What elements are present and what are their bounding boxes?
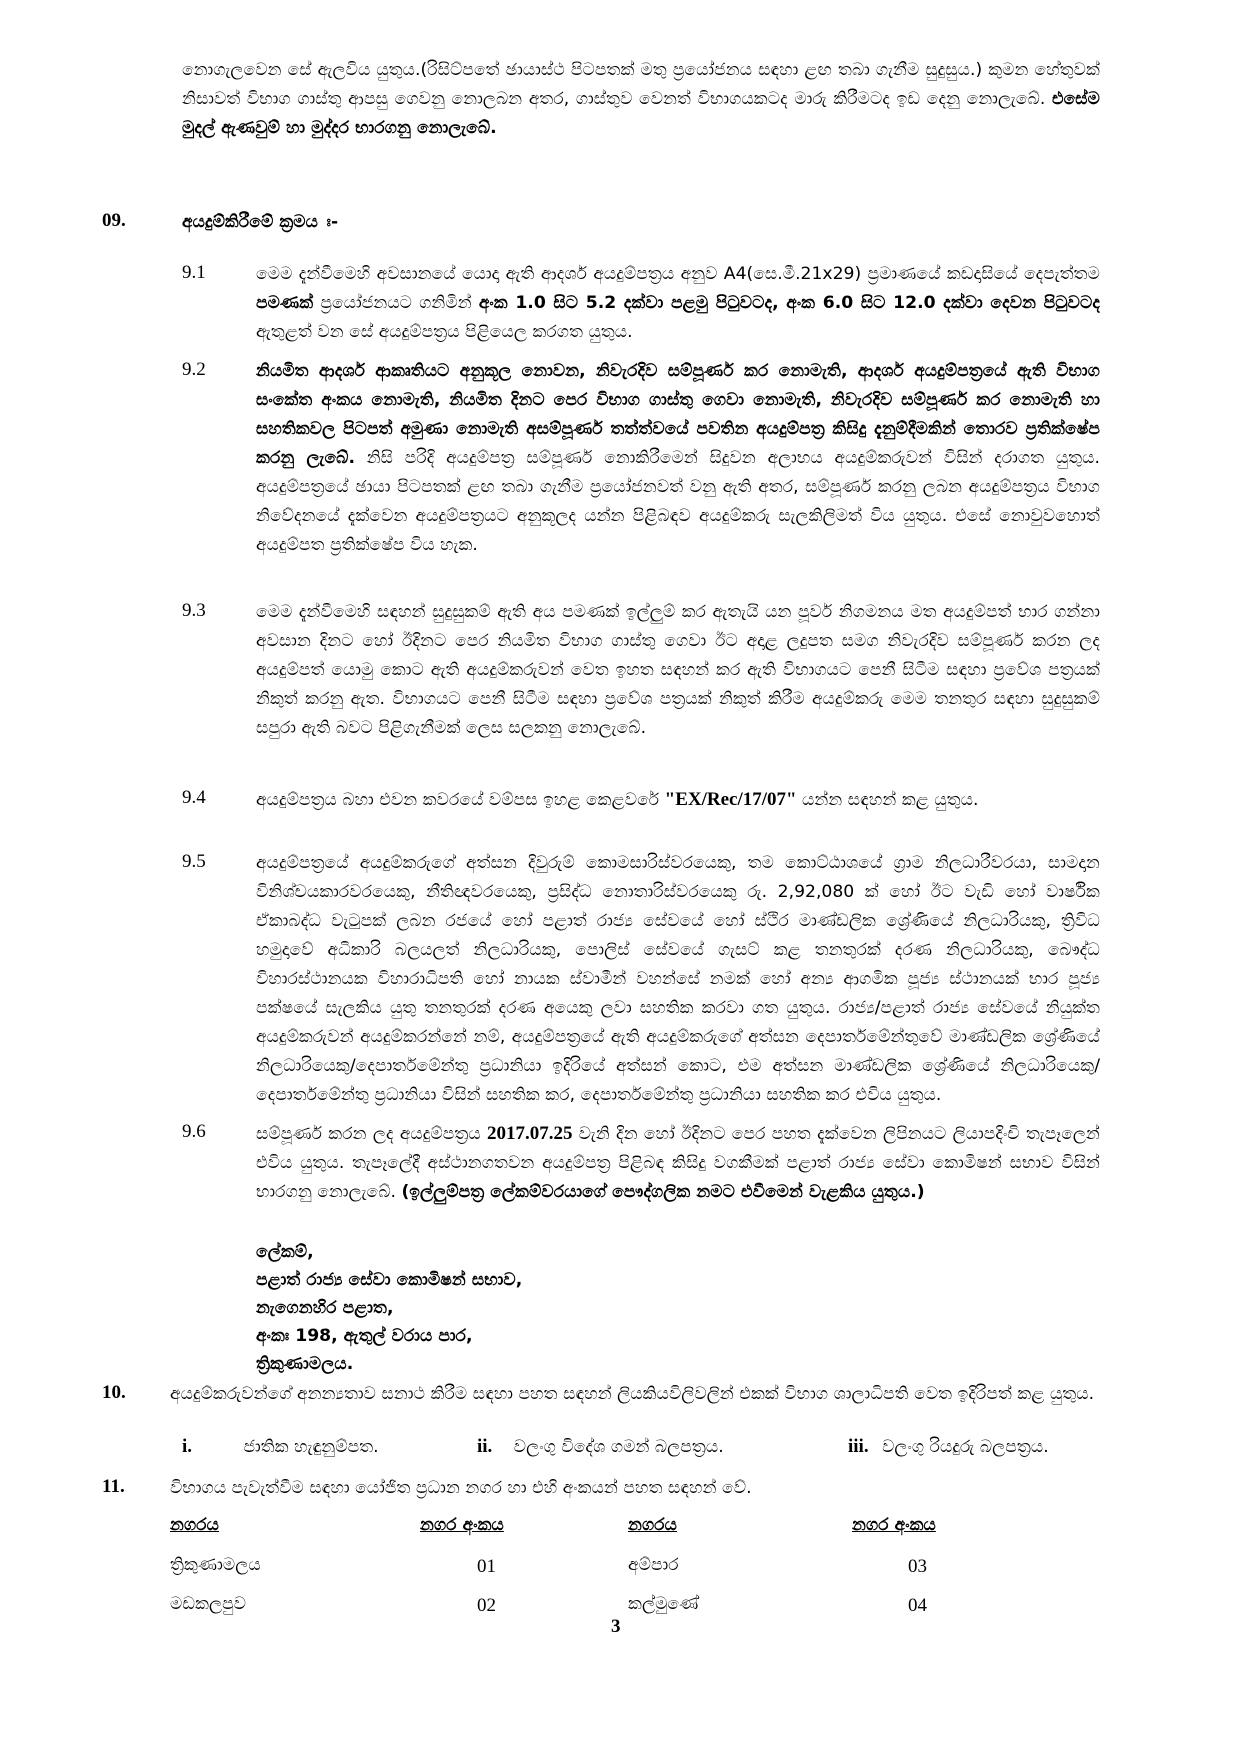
table-header-number-2: නගර අංකය: [852, 1515, 936, 1535]
intro-paragraph: නොගැලවෙන සේ ඇලවිය යුතුය.(රිසිට්පතේ ඡායාස්ථ පිටපතක් මතු ප්‍රයෝජනය සඳහා ළඟ තබා ගැනීම සුදුසුය.) කුමන හේතුවක් නිසාවත් විභාග ගාස්තු ආපසු ගෙවනු නොලබන අතර, ගාස්තුව වෙනත් විභාගයකටද මාරු කිරීමටද ඉඩ දෙනු නොලැබේ. එසේම මුදල් ඇණවුම් හා මුද්දර භාරගනු නොලැබේ.: [182, 60, 1100, 138]
section-10-text: අයදුම්කරුවන්ගේ අනන්‍යතාව සනාථ කිරීම සඳහා පහත සඳහන් ලියකියවිලිවලින් එකක් විභාග ශාලාධිපති වෙත ඉදිරිපත් කළ යුතුය.: [170, 1384, 1095, 1404]
address-line: පළාත් රාජ්‍ය සේවා කොමිෂන් සභාව,: [256, 1270, 523, 1290]
item-9-5-number: 9.5: [182, 851, 206, 872]
intro-bold-note: එසේම මුදල් ඇණවුම් හා මුද්දර භාරගනු නොලැබේ.: [182, 89, 1100, 138]
address-line: ත්‍රිකුණාමලය.: [256, 1354, 354, 1374]
table-header-city-1: නගරය: [170, 1515, 219, 1535]
table-cell-number: 03: [908, 1556, 927, 1577]
id-document-1: i. ජාතික හැඳුනුම්පත.: [182, 1436, 379, 1457]
table-header-city-2: නගරය: [628, 1515, 677, 1535]
section-09-heading: අයදුම්කිරීමේ ක්‍රමය ඃ-: [182, 212, 339, 232]
item-9-4-text: අයදුම්පත්‍රය බහා එවන කවරයේ වම්පස ඉහළ කෙළවරේ "EX/Rec/17/07" යන්න සඳහන් කළ යුතුය.: [256, 789, 979, 810]
item-9-5-text: අයදුම්පත්‍රයේ අයදුම්කරුගේ අත්සන දිවුරුම් කොමසාරිස්වරයෙකු, තම කොට්ඨාශයේ ග්‍රාම නිලධාරීවරයා, සාමදාන විනිශ්චයකාරවරයෙකු, නීතිඥවරයෙකු, ප්‍රසිද්ධ නොතාරිස්වරයෙකු රු. 2,92,080 ක් හෝ ඊට වැඩි හෝ වාර්ෂික ඒකාබද්ධ වැටුපක් ලබන රජයේ හෝ පළාත් රාජ්‍ය සේවයේ හෝ ස්ථිර මාණ්ඩලික ශ්‍රේණියේ නිලධාරියකු, ත්‍රිවිධ හමුදාවේ අධිකාරි බලයලත් නිලධාරියකු, පොලිස් සේවයේ ගැසට් කළ තනතුරක් දරණ නිලධාරියකු, බෞද්ධ විහාරස්ථානයක විහාරාධිපති හෝ නායක ස්වාමීන් වහන්සේ නමක් හෝ අන්‍ය ආගමික පූජ්‍ය ස්ථානයක් භාර පූජ්‍ය පක්ෂයේ සැලකිය යුතු තනතුරක් දරණ අයෙකු ලවා සහතික කරවා ගත යුතුය. රාජ්‍ය/පළාත් රාජ්‍ය සේවයේ නියුක්ත අයදුම්කරුවන් අයදුම්කරන්නේ නම්, අයදුම්පත්‍රයේ ඇති අයදුම්කරුගේ අත්සන දෙපාර්තමේන්තුවේ මාණ්ඩලික ශ්‍රේණියේ නිලධාරියෙකු/දෙපාර්තමේන්තු ප්‍රධානියා ඉදිරියේ අත්සන් කොට, එම අත්සන මාණ්ඩලික ශ්‍රේණියේ නිලධාරියෙකු/දෙපාර්තමේන්තු ප්‍රධානියා විසින් සහතික කර, දෙපාර්තමේන්තු ප්‍රධානියා සහතික කර එවිය යුතුය.: [256, 853, 1100, 1105]
id-document-2: ii. වලංගු විදේශ ගමන් බලපත්‍රය.: [477, 1436, 724, 1457]
section-09-number: 09.: [102, 210, 126, 231]
item-9-4-number: 9.4: [182, 787, 206, 808]
table-cell-number: 02: [477, 1595, 496, 1616]
table-cell-number: 04: [908, 1595, 927, 1616]
section-10-number: 10.: [102, 1382, 126, 1403]
postal-address: [256, 1238, 522, 1378]
id-document-3: iii. වලංගු රියදුරු බලපත්‍රය.: [848, 1436, 1049, 1457]
item-9-1-number: 9.1: [182, 262, 206, 283]
item-9-3-number: 9.3: [182, 600, 206, 621]
page-number: 3: [611, 1616, 621, 1637]
item-9-2-number: 9.2: [182, 359, 206, 380]
item-9-6-number: 9.6: [182, 1121, 206, 1142]
item-9-3-text: මෙම දැන්වීමෙහි සඳහන් සුදුසුකම් ඇති අය පමණක් ඉල්ලුම් කර ඇතැයි යන පූර්ව නිගමනය මත අයදුම්පත් භාර ගන්නා අවසාන දිනට හෝ ඊදිනට පෙර නියමිත විභාග ගාස්තු ගෙවා ඊට අදාළ ලදුපත සමග නිවැරදිව සම්පූර්ණ කරන ලද අයදුම්පත් යොමු කොට ඇති අයදුම්කරුවන් වෙත ඉහත සඳහන් කර ඇති විභාගයට පෙනී සිටීම සඳහා ප්‍රවේශ පත්‍රයක් නිකුත් කරනු ඇත. විභාගයට පෙනී සිටීම සඳහා ප්‍රවේශ පත්‍රයක් නිකුත් කිරීම අයදුම්කරු මෙම තනතුර සඳහා සුදුසුකම් සපුරා ඇති බවට පිළිගැනීමක් ලෙස සලකනු නොලැබේ.: [256, 602, 1100, 738]
reference-code: "EX/Rec/17/07": [664, 789, 797, 810]
address-line: අංකඃ 198, ඇතුල් වරාය පාර,: [256, 1326, 473, 1346]
item-9-6-text: සම්පූර්ණ කරන ලද අයදුම්පත්‍රය 2017.07.25 වැනි දින හෝ ඊදිනට පෙර පහත දැක්වෙන ලිපිනයට ලියාපදිංචි තැපෑලෙන් එවිය යුතුය. තැපෑලේදී අස්ථානගතවන අයදුම්පත්‍ර පිළිබඳ කිසිදු වගකීමක් පළාත් රාජ්‍ය සේවා කොමිෂන් සභාව විසින් භාරගනු නොලැබේ. (ඉල්ලුම්පත්‍ර ලේකම්වරයාගේ පෞද්ගලික නමට එවීමෙන් වැළකිය යුතුය.): [256, 1123, 1100, 1202]
section-11-text: විභාගය පැවැත්වීම සඳහා යෝජිත ප්‍රධාන නගර හා එහි අංකයන් පහත සඳහන් වේ.: [170, 1478, 752, 1498]
table-cell-city: අම්පාර: [628, 1555, 679, 1575]
table-cell-city: කල්මුණේ: [628, 1594, 699, 1614]
item-9-2-text: නියමිත ආදර්ශ ආකෘතියට අනුකූල නොවන, නිවැරදිව සම්පූර්ණ කර නොමැති, ආදර්ශ අයදුම්පත්‍රයේ ඇති විභාග සංකේත අංකය නොමැති, නියමිත දිනට පෙර විභාග ගාස්තු ගෙවා නොමැති, නිවැරදිව සම්පූර්ණ කර නොමැති හා සහතිකවල පිටපත් අමුණා නොමැති අසම්පූර්ණ තත්ත්වයේ පවතින අයදුම්පත්‍ර කිසිදු දැනුම්දීමකින් තොරව ප්‍රතික්ෂේප කරනු ලැබේ. නිසි පරිදි අයදුම්පත්‍ර සම්පූර්ණ නොකිරීමෙන් සිදුවන අලාභය අයදුම්කරුවන් විසින් දරාගත යුතුය. අයදුම්පත්‍රයේ ඡායා පිටපතක් ළඟ තබා ගැනීම ප්‍රයෝජනවත් වනු ඇති අතර, සම්පූර්ණ කරනු ලබන අයදුම්පත්‍රය විභාග නිවේදනයේ දැක්වෙන අයදුම්පත්‍රයට අනුකූලද යන්න පිළිබඳව අයදුම්කරු සැලකිලිමත් විය යුතුය. එසේ නොවුවහොත් අයදුම්පත ප්‍රතික්ෂේප විය හැක.: [256, 361, 1101, 555]
table-cell-number: 01: [477, 1556, 496, 1577]
table-cell-city: මඩකලපුව: [170, 1594, 247, 1614]
address-line: නැගෙනහිර පළාත,: [256, 1298, 394, 1318]
table-header-number-1: නගර අංකය: [420, 1515, 504, 1535]
item-9-1-text: මෙම දැන්වීමෙහි අවසානයේ යොදා ඇති ආදර්ශ අයදුම්පත්‍රය අනුව A4(සෙ.මී.21x29) ප්‍රමාණයේ කඩදාසියේ දෙපැත්තම පමණක් ප්‍රයෝජනයට ගනිමින් අංක 1.0 සිට 5.2 දක්වා පළමු පිටුවටද, අංක 6.0 සිට 12.0 දක්වා දෙවන පිටුවටද ඇතුළත් වන සේ අයදුම්පත්‍රය පිළියෙල කරගත යුතුය.: [256, 264, 1101, 342]
table-cell-city: ත්‍රිකුණාමලය: [170, 1555, 261, 1575]
closing-date: 2017.07.25: [486, 1123, 573, 1144]
address-line: ලේකම්,: [256, 1242, 314, 1262]
section-11-number: 11.: [102, 1476, 125, 1497]
